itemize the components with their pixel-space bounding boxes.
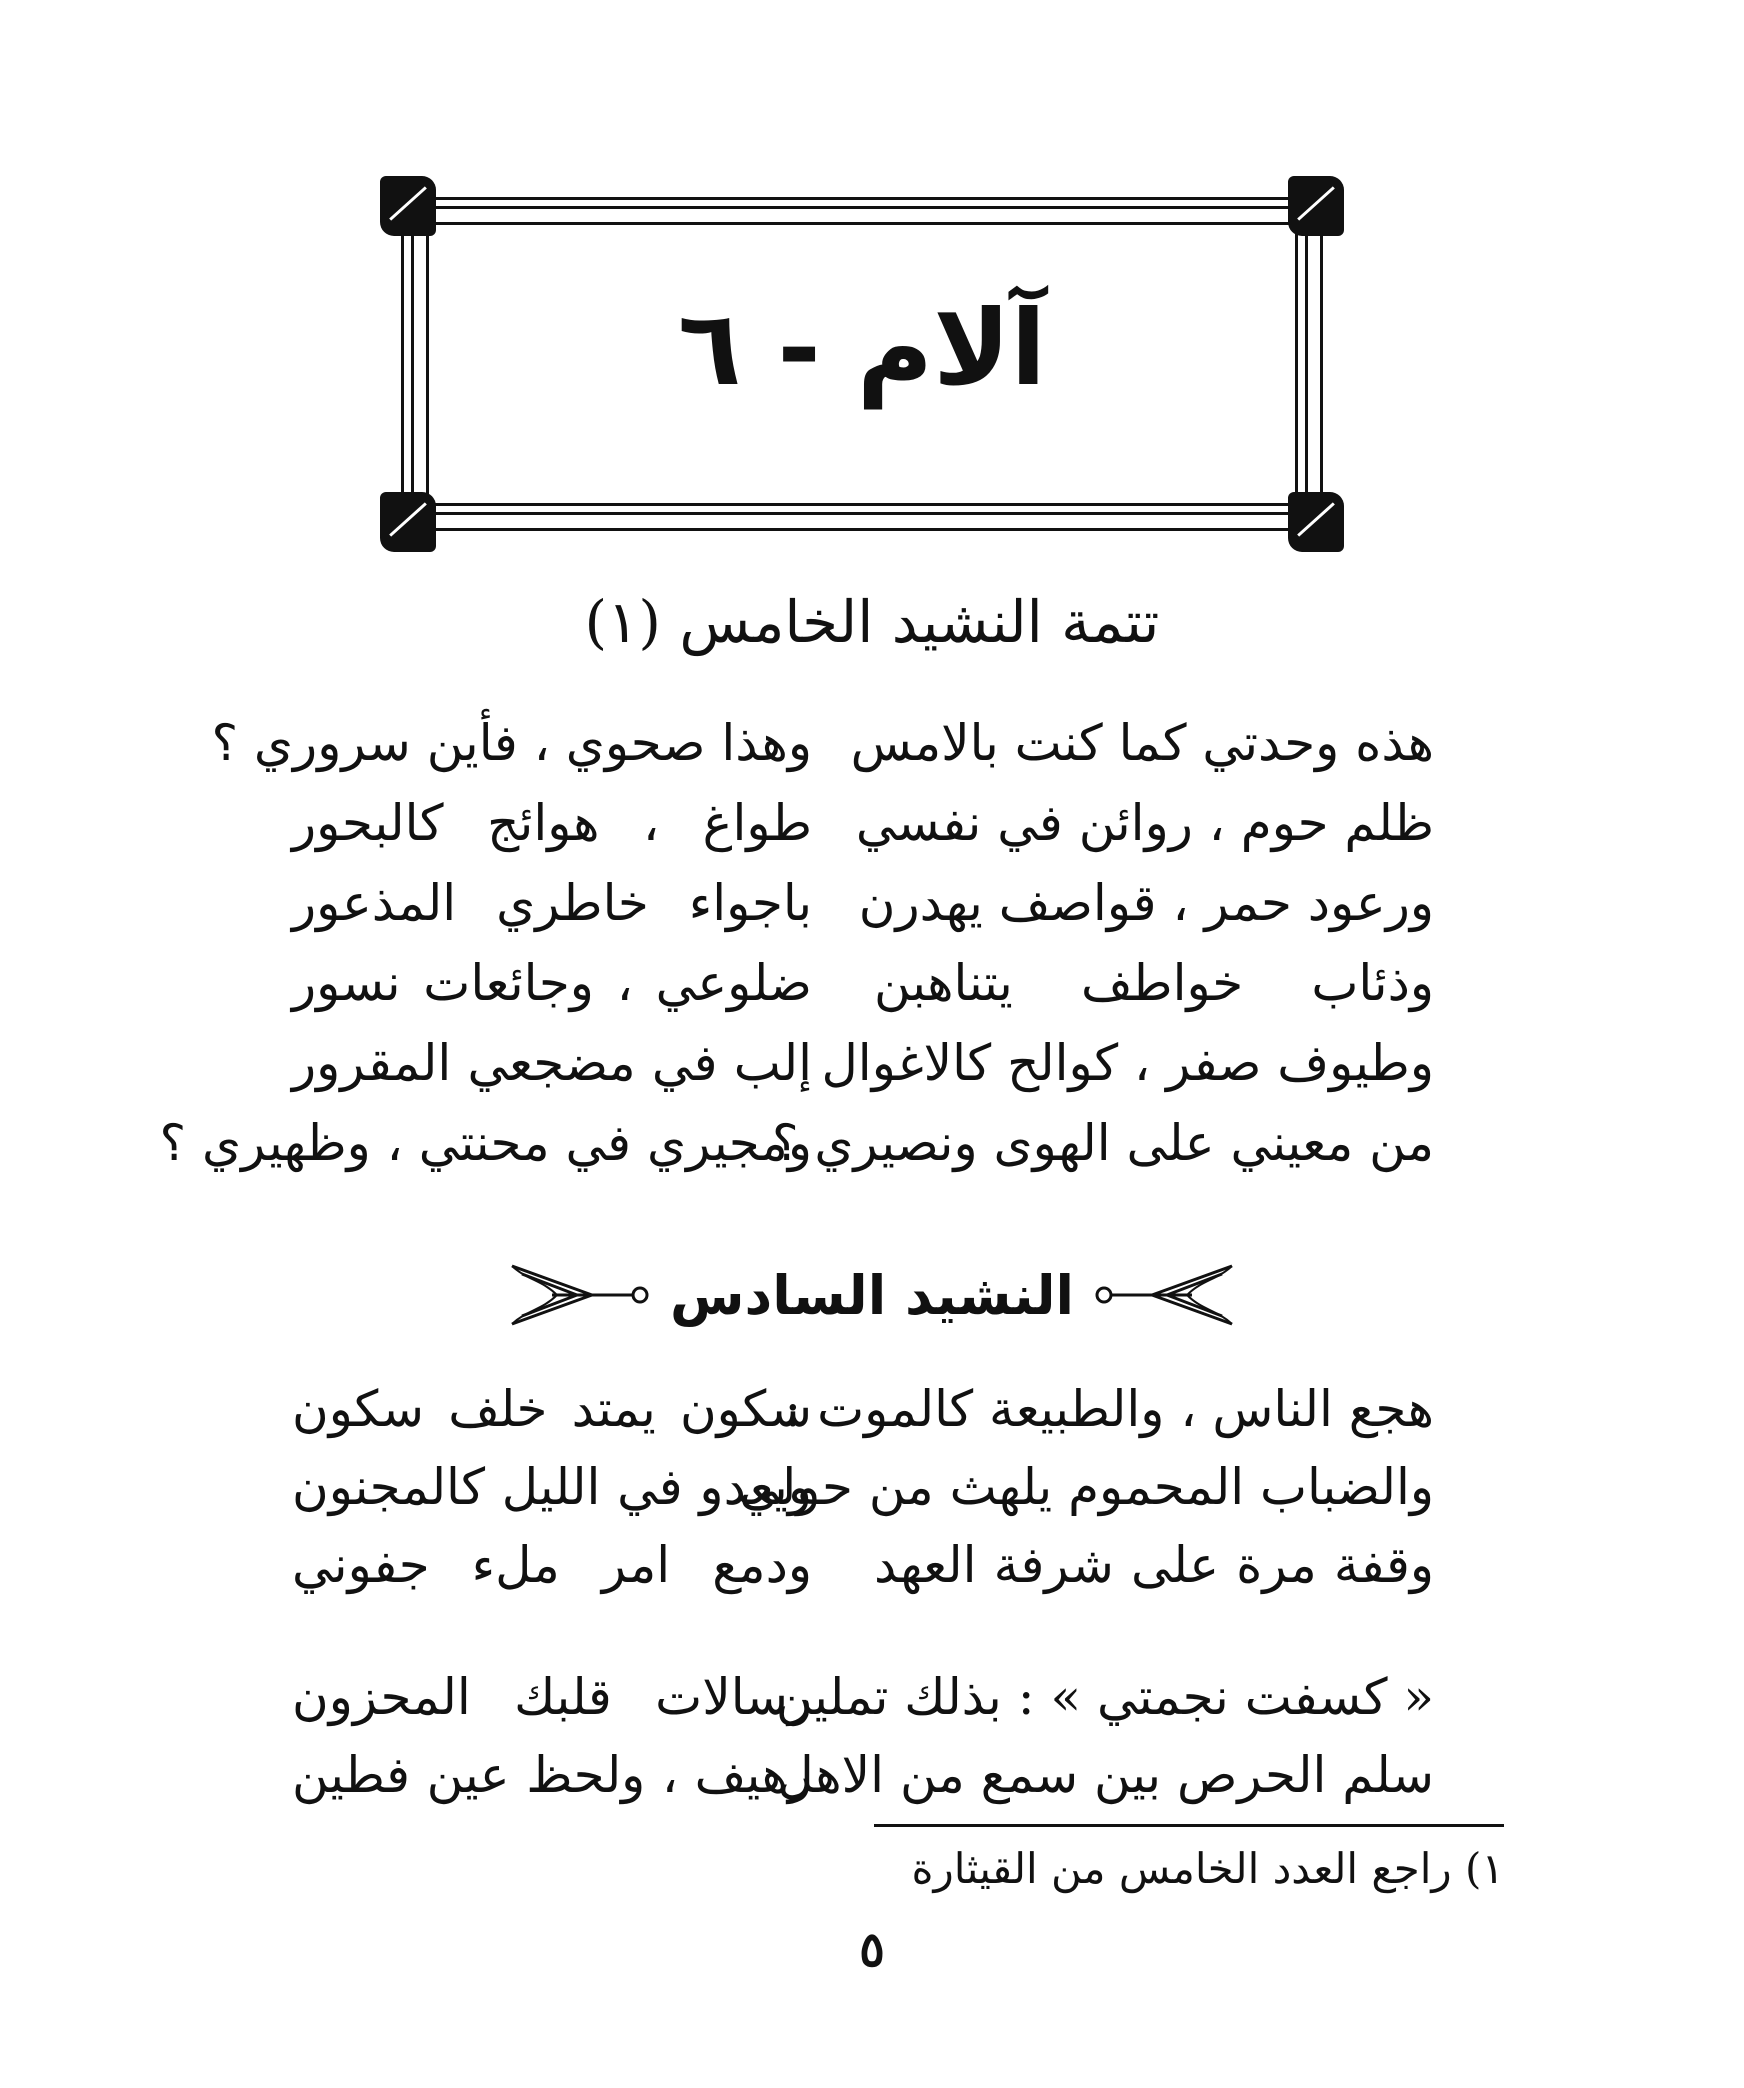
frame-border-right: [1295, 228, 1323, 500]
page-number: ٥: [859, 1922, 885, 1978]
frame-border-left: [401, 228, 429, 500]
heading-ornament-icon: [1092, 1260, 1242, 1330]
song1-heading: تتمة النشيد الخامس (١): [584, 588, 1160, 656]
verse-hemistich-left: رسالات قلبك المحزون: [292, 1668, 812, 1726]
heading-ornament-icon: [502, 1260, 652, 1330]
verse-hemistich-left: باجواء خاطري المذعور: [292, 874, 812, 932]
frame-border-top: [432, 197, 1292, 225]
footnote-rule: [874, 1824, 1504, 1827]
verse-hemistich-right: ظلم حوم ، روائن في نفسي: [855, 794, 1434, 852]
verse-hemistich-left: وهذا صحوي ، فأين سروري ؟: [211, 714, 812, 772]
verse-hemistich-left: ويعدو في الليل كالمجنون: [292, 1458, 812, 1516]
song2-heading: النشيد السادس: [669, 1263, 1075, 1327]
footnote: ١) راجع العدد الخامس من القيثارة: [911, 1844, 1504, 1893]
verse-hemistich-right: « كسفت نجمتي » : بذلك تملين: [775, 1668, 1434, 1726]
song2-heading-row: [0, 1260, 1744, 1330]
verse-hemistich-left: طواغ ، هوائج كالبحور: [292, 794, 812, 852]
frame-border-bottom: [432, 503, 1292, 531]
verse-hemistich-right: وقفة مرة على شرفة العهد: [874, 1536, 1434, 1594]
verse-hemistich-left: سكون يمتد خلف سكون: [292, 1380, 812, 1438]
verse-hemistich-right: هذه وحدتي كما كنت بالامس: [850, 714, 1434, 772]
frame-corner-ornament: [380, 176, 436, 236]
chapter-title: آلام - ٦: [677, 287, 1047, 409]
verse-hemistich-left: رهيف ، ولحظ عين فطين: [292, 1746, 812, 1804]
verse-hemistich-right: وذئاب خواطف يتناهبن: [874, 954, 1434, 1012]
verse-hemistich-right: سلم الحرص بين سمع من الاهل: [777, 1746, 1434, 1804]
verse-hemistich-left: إلب في مضجعي المقرور: [292, 1034, 812, 1092]
verse-hemistich-right: والضباب المحموم يلهث من حولي: [739, 1458, 1434, 1516]
verse-hemistich-right: من معيني على الهوى ونصيري ؟: [771, 1114, 1434, 1172]
verse-hemistich-left: ضلوعي ، وجائعات نسور: [292, 954, 812, 1012]
verse-hemistich-left: ومجيري في محنتي ، وظهيري ؟: [159, 1114, 812, 1172]
verse-hemistich-right: وطيوف صفر ، كوالح كالاغوال: [821, 1034, 1434, 1092]
verse-hemistich-left: ودمع امر ملء جفوني: [292, 1536, 812, 1594]
chapter-title-frame: [380, 176, 1344, 552]
frame-corner-ornament: [380, 492, 436, 552]
verse-hemistich-right: هجع الناس ، والطبيعة كالموت :: [784, 1380, 1434, 1438]
frame-corner-ornament: [1288, 176, 1344, 236]
verse-hemistich-right: ورعود حمر ، قواصف يهدرن: [858, 874, 1434, 932]
frame-corner-ornament: [1288, 492, 1344, 552]
